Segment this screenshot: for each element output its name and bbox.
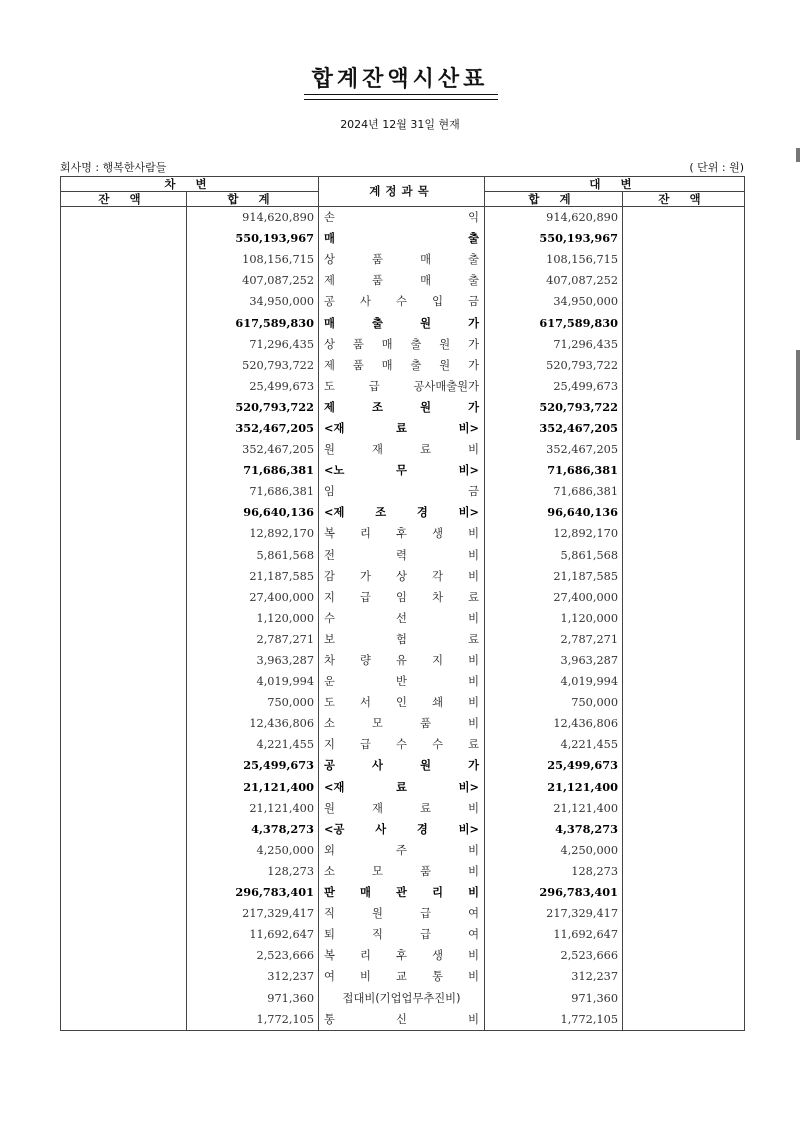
credit-total-cell: 352,467,205 (485, 418, 623, 439)
credit-total-cell: 11,692,647 (485, 924, 623, 945)
credit-total-cell: 12,892,170 (485, 523, 623, 544)
credit-total-cell: 128,273 (485, 861, 623, 882)
credit-total-cell: 12,436,806 (485, 713, 623, 734)
debit-balance-cell (61, 608, 187, 629)
account-name-cell (319, 903, 485, 924)
table-row (61, 270, 745, 291)
account-name: 원 재 료 비 (324, 801, 480, 815)
table-row (61, 671, 745, 692)
table-row (61, 523, 745, 544)
account-name-cell (319, 713, 485, 734)
account-name-cell (319, 861, 485, 882)
credit-total-cell: 1,120,000 (485, 608, 623, 629)
account-name: 도 급 공사매출원가 (324, 379, 480, 393)
account-name: 소 모 품 비 (324, 717, 480, 731)
debit-balance-cell (61, 1009, 187, 1031)
account-name: 판 매 관 리 비 (324, 886, 480, 900)
debit-total-cell: 25,499,673 (187, 376, 319, 397)
trial-balance-table (60, 176, 745, 1031)
table-row (61, 777, 745, 798)
debit-balance-cell (61, 355, 187, 376)
account-name-cell (319, 249, 485, 270)
credit-balance-cell (623, 987, 745, 1008)
table-row (61, 650, 745, 671)
debit-balance-cell (61, 840, 187, 861)
credit-total-cell: 25,499,673 (485, 376, 623, 397)
account-name-cell (319, 334, 485, 355)
credit-balance-cell (623, 840, 745, 861)
debit-balance-cell (61, 819, 187, 840)
account-name-cell (319, 840, 485, 861)
table-row (61, 755, 745, 776)
credit-total-cell: 5,861,568 (485, 545, 623, 566)
credit-balance-cell (623, 312, 745, 333)
account-name-cell (319, 566, 485, 587)
credit-balance-cell (623, 270, 745, 291)
credit-balance-cell (623, 355, 745, 376)
debit-balance-cell (61, 566, 187, 587)
debit-total-cell: 12,892,170 (187, 523, 319, 544)
account-name: 임 금 (324, 485, 480, 499)
table-row (61, 840, 745, 861)
credit-total-header: 합 계 (485, 192, 623, 207)
debit-total-cell: 1,772,105 (187, 1009, 319, 1031)
debit-total-cell: 11,692,647 (187, 924, 319, 945)
debit-total-cell: 21,187,585 (187, 566, 319, 587)
credit-total-cell: 296,783,401 (485, 882, 623, 903)
account-name-cell (319, 397, 485, 418)
table-row (61, 545, 745, 566)
debit-total-cell: 12,436,806 (187, 713, 319, 734)
debit-balance-cell (61, 945, 187, 966)
account-name-cell (319, 355, 485, 376)
table-row (61, 903, 745, 924)
debit-total-cell: 5,861,568 (187, 545, 319, 566)
account-name-cell (319, 882, 485, 903)
debit-balance-cell (61, 439, 187, 460)
account-name: 지 급 임 차 료 (324, 590, 480, 604)
credit-total-cell: 108,156,715 (485, 249, 623, 270)
table-row (61, 566, 745, 587)
debit-balance-cell (61, 777, 187, 798)
debit-total-cell: 914,620,890 (187, 207, 319, 229)
credit-total-cell: 520,793,722 (485, 397, 623, 418)
title-underline-bottom (304, 99, 498, 100)
debit-total-cell: 21,121,400 (187, 798, 319, 819)
debit-balance-cell (61, 376, 187, 397)
debit-total-cell: 21,121,400 (187, 777, 319, 798)
debit-balance-cell (61, 418, 187, 439)
debit-total-cell: 750,000 (187, 692, 319, 713)
account-name-cell (319, 945, 485, 966)
credit-total-cell: 312,237 (485, 966, 623, 987)
credit-total-cell: 407,087,252 (485, 270, 623, 291)
report-title: 합계잔액시산표 (311, 67, 489, 92)
debit-total-cell: 2,523,666 (187, 945, 319, 966)
account-name-cell (319, 481, 485, 502)
account-name: 접대비(기업업무추진비) (342, 991, 461, 1005)
account-name-cell (319, 418, 485, 439)
account-name-cell (319, 270, 485, 291)
account-name-cell (319, 777, 485, 798)
account-name: 지 급 수 수 료 (324, 738, 480, 752)
debit-total-cell: 128,273 (187, 861, 319, 882)
debit-total-header: 합 계 (187, 192, 319, 207)
credit-balance-cell (623, 376, 745, 397)
credit-balance-cell (623, 671, 745, 692)
credit-balance-cell (623, 650, 745, 671)
debit-balance-cell (61, 755, 187, 776)
account-name-cell (319, 924, 485, 945)
debit-total-cell: 4,250,000 (187, 840, 319, 861)
account-name: 도 서 인 쇄 비 (324, 696, 480, 710)
debit-total-cell: 4,019,994 (187, 671, 319, 692)
account-name: 복 리 후 생 비 (324, 527, 480, 541)
table-row (61, 439, 745, 460)
debit-balance-cell (61, 650, 187, 671)
account-name-cell (319, 460, 485, 481)
debit-total-cell: 1,120,000 (187, 608, 319, 629)
account-name-cell (319, 629, 485, 650)
table-row (61, 924, 745, 945)
debit-balance-cell (61, 207, 187, 229)
credit-total-cell: 1,772,105 (485, 1009, 623, 1031)
credit-total-cell: 2,787,271 (485, 629, 623, 650)
credit-balance-cell (623, 777, 745, 798)
debit-balance-cell (61, 692, 187, 713)
debit-total-cell: 352,467,205 (187, 418, 319, 439)
table-row (61, 418, 745, 439)
debit-header: 차 변 (61, 177, 319, 192)
debit-total-cell: 2,787,271 (187, 629, 319, 650)
credit-balance-cell (623, 418, 745, 439)
account-name-cell (319, 608, 485, 629)
account-name: 소 모 품 비 (324, 864, 480, 878)
account-name: 공 사 수 입 금 (324, 295, 480, 309)
credit-total-cell: 34,950,000 (485, 291, 623, 312)
table-row (61, 334, 745, 355)
debit-balance-header: 잔 액 (61, 192, 187, 207)
credit-balance-cell (623, 545, 745, 566)
credit-total-cell: 750,000 (485, 692, 623, 713)
debit-balance-cell (61, 587, 187, 608)
credit-total-cell: 71,686,381 (485, 481, 623, 502)
debit-total-cell: 71,686,381 (187, 460, 319, 481)
report-date: 2024년 12월 31일 현재 (340, 118, 460, 131)
table-row (61, 355, 745, 376)
debit-balance-cell (61, 502, 187, 523)
account-name-cell (319, 523, 485, 544)
account-name-cell (319, 734, 485, 755)
account-name: <노 무 비> (324, 464, 480, 478)
table-row (61, 1009, 745, 1031)
account-name: 원 재 료 비 (324, 443, 480, 457)
credit-balance-cell (623, 291, 745, 312)
table-row (61, 228, 745, 249)
credit-balance-cell (623, 334, 745, 355)
account-name-cell (319, 650, 485, 671)
credit-balance-cell (623, 397, 745, 418)
credit-balance-cell (623, 228, 745, 249)
account-name: 전 력 비 (324, 548, 480, 562)
debit-total-cell: 971,360 (187, 987, 319, 1008)
table-row (61, 692, 745, 713)
account-name-cell (319, 291, 485, 312)
account-name: 손 익 (324, 211, 480, 225)
account-name-cell (319, 671, 485, 692)
debit-balance-cell (61, 291, 187, 312)
debit-balance-cell (61, 734, 187, 755)
debit-total-cell: 34,950,000 (187, 291, 319, 312)
debit-total-cell: 27,400,000 (187, 587, 319, 608)
credit-balance-cell (623, 481, 745, 502)
debit-balance-cell (61, 924, 187, 945)
page-edge-mark (796, 148, 800, 162)
account-name-cell (319, 207, 485, 229)
credit-balance-cell (623, 882, 745, 903)
page-edge-mark (796, 350, 800, 440)
table-row (61, 608, 745, 629)
credit-balance-cell (623, 502, 745, 523)
debit-total-cell: 617,589,830 (187, 312, 319, 333)
credit-total-cell: 4,250,000 (485, 840, 623, 861)
credit-balance-cell (623, 249, 745, 270)
credit-total-cell: 352,467,205 (485, 439, 623, 460)
account-name: 공 사 원 가 (324, 759, 480, 773)
debit-balance-cell (61, 629, 187, 650)
debit-balance-cell (61, 903, 187, 924)
debit-total-cell: 96,640,136 (187, 502, 319, 523)
account-name-cell (319, 987, 485, 1008)
credit-total-cell: 25,499,673 (485, 755, 623, 776)
credit-total-cell: 21,187,585 (485, 566, 623, 587)
table-row (61, 587, 745, 608)
account-name-cell (319, 228, 485, 249)
account-name: 매 출 (324, 232, 480, 246)
credit-header: 대 변 (485, 177, 745, 192)
account-name: 보 험 료 (324, 632, 480, 646)
account-name-cell (319, 376, 485, 397)
account-name: 복 리 후 생 비 (324, 949, 480, 963)
account-name: <공 사 경 비> (324, 822, 480, 836)
debit-balance-cell (61, 334, 187, 355)
debit-total-cell: 312,237 (187, 966, 319, 987)
account-name-cell (319, 502, 485, 523)
credit-balance-cell (623, 819, 745, 840)
debit-balance-cell (61, 987, 187, 1008)
credit-balance-cell (623, 629, 745, 650)
debit-total-cell: 407,087,252 (187, 270, 319, 291)
account-name: 외 주 비 (324, 843, 480, 857)
credit-total-cell: 3,963,287 (485, 650, 623, 671)
debit-total-cell: 520,793,722 (187, 355, 319, 376)
table-row (61, 312, 745, 333)
credit-total-cell: 4,221,455 (485, 734, 623, 755)
debit-balance-cell (61, 270, 187, 291)
account-name-cell (319, 755, 485, 776)
debit-total-cell: 3,963,287 (187, 650, 319, 671)
table-row (61, 861, 745, 882)
account-name-cell (319, 545, 485, 566)
table-row (61, 734, 745, 755)
credit-total-cell: 96,640,136 (485, 502, 623, 523)
debit-balance-cell (61, 249, 187, 270)
account-name-cell (319, 312, 485, 333)
debit-total-cell: 4,221,455 (187, 734, 319, 755)
account-name: 차 량 유 지 비 (324, 654, 480, 668)
debit-total-cell: 25,499,673 (187, 755, 319, 776)
account-name-cell (319, 798, 485, 819)
credit-balance-cell (623, 566, 745, 587)
account-header: 계정과목 (319, 177, 485, 207)
table-row (61, 291, 745, 312)
debit-total-cell: 550,193,967 (187, 228, 319, 249)
account-name-cell (319, 692, 485, 713)
table-row (61, 207, 745, 229)
account-name: 상 품 매 출 원 가 (324, 337, 480, 351)
credit-total-cell: 21,121,400 (485, 777, 623, 798)
credit-balance-cell (623, 207, 745, 229)
debit-total-cell: 71,296,435 (187, 334, 319, 355)
table-row (61, 460, 745, 481)
table-row (61, 376, 745, 397)
table-row (61, 819, 745, 840)
credit-balance-cell (623, 523, 745, 544)
debit-total-cell: 108,156,715 (187, 249, 319, 270)
credit-balance-cell (623, 755, 745, 776)
credit-balance-cell (623, 608, 745, 629)
debit-balance-cell (61, 882, 187, 903)
debit-balance-cell (61, 545, 187, 566)
credit-total-cell: 550,193,967 (485, 228, 623, 249)
account-name: 매 출 원 가 (324, 316, 480, 330)
debit-total-cell: 71,686,381 (187, 481, 319, 502)
credit-balance-cell (623, 439, 745, 460)
debit-balance-cell (61, 397, 187, 418)
credit-total-cell: 617,589,830 (485, 312, 623, 333)
account-name: <재 료 비> (324, 421, 480, 435)
account-name-cell (319, 439, 485, 460)
credit-balance-cell (623, 692, 745, 713)
debit-balance-cell (61, 861, 187, 882)
table-row (61, 481, 745, 502)
debit-balance-cell (61, 671, 187, 692)
credit-balance-cell (623, 1009, 745, 1031)
credit-total-cell: 4,378,273 (485, 819, 623, 840)
debit-balance-cell (61, 523, 187, 544)
credit-balance-cell (623, 734, 745, 755)
credit-total-cell: 71,296,435 (485, 334, 623, 355)
company-name: 회사명 : 행복한사람들 (60, 161, 167, 174)
credit-total-cell: 914,620,890 (485, 207, 623, 229)
table-row (61, 966, 745, 987)
account-name-cell (319, 966, 485, 987)
account-name: 직 원 급 여 (324, 907, 480, 921)
credit-balance-cell (623, 924, 745, 945)
debit-balance-cell (61, 713, 187, 734)
credit-balance-cell (623, 713, 745, 734)
credit-total-cell: 217,329,417 (485, 903, 623, 924)
account-name: 감 가 상 각 비 (324, 569, 480, 583)
credit-balance-cell (623, 945, 745, 966)
account-name: 수 선 비 (324, 611, 480, 625)
table-row (61, 713, 745, 734)
debit-balance-cell (61, 460, 187, 481)
account-name: 운 반 비 (324, 675, 480, 689)
credit-total-cell: 520,793,722 (485, 355, 623, 376)
table-row (61, 987, 745, 1008)
debit-total-cell: 4,378,273 (187, 819, 319, 840)
credit-total-cell: 71,686,381 (485, 460, 623, 481)
debit-balance-cell (61, 228, 187, 249)
credit-total-cell: 4,019,994 (485, 671, 623, 692)
debit-balance-cell (61, 966, 187, 987)
account-name: <제 조 경 비> (324, 506, 480, 520)
account-name: 제 품 매 출 (324, 274, 480, 288)
account-name: 상 품 매 출 (324, 253, 480, 267)
table-row (61, 397, 745, 418)
credit-balance-cell (623, 587, 745, 608)
table-row (61, 882, 745, 903)
credit-balance-cell (623, 966, 745, 987)
table-row (61, 945, 745, 966)
account-name: 퇴 직 급 여 (324, 928, 480, 942)
account-name-cell (319, 819, 485, 840)
account-name: <재 료 비> (324, 780, 480, 794)
credit-balance-cell (623, 861, 745, 882)
credit-balance-cell (623, 798, 745, 819)
account-name: 여 비 교 통 비 (324, 970, 480, 984)
debit-balance-cell (61, 312, 187, 333)
debit-total-cell: 296,783,401 (187, 882, 319, 903)
debit-total-cell: 352,467,205 (187, 439, 319, 460)
account-name: 통 신 비 (324, 1012, 480, 1026)
credit-total-cell: 21,121,400 (485, 798, 623, 819)
account-name: 제 품 매 출 원 가 (324, 358, 480, 372)
title-underline-top (304, 94, 498, 95)
debit-balance-cell (61, 798, 187, 819)
table-body (61, 207, 745, 1031)
credit-balance-cell (623, 903, 745, 924)
credit-total-cell: 971,360 (485, 987, 623, 1008)
table-row (61, 629, 745, 650)
table-row (61, 249, 745, 270)
table-row (61, 502, 745, 523)
account-name-cell (319, 1009, 485, 1031)
table-row (61, 798, 745, 819)
unit-label: ( 단위 : 원) (689, 161, 744, 174)
debit-balance-cell (61, 481, 187, 502)
account-name-cell (319, 587, 485, 608)
credit-total-cell: 2,523,666 (485, 945, 623, 966)
credit-balance-cell (623, 460, 745, 481)
credit-total-cell: 27,400,000 (485, 587, 623, 608)
account-name: 제 조 원 가 (324, 400, 480, 414)
debit-total-cell: 520,793,722 (187, 397, 319, 418)
credit-balance-header: 잔 액 (623, 192, 745, 207)
debit-total-cell: 217,329,417 (187, 903, 319, 924)
